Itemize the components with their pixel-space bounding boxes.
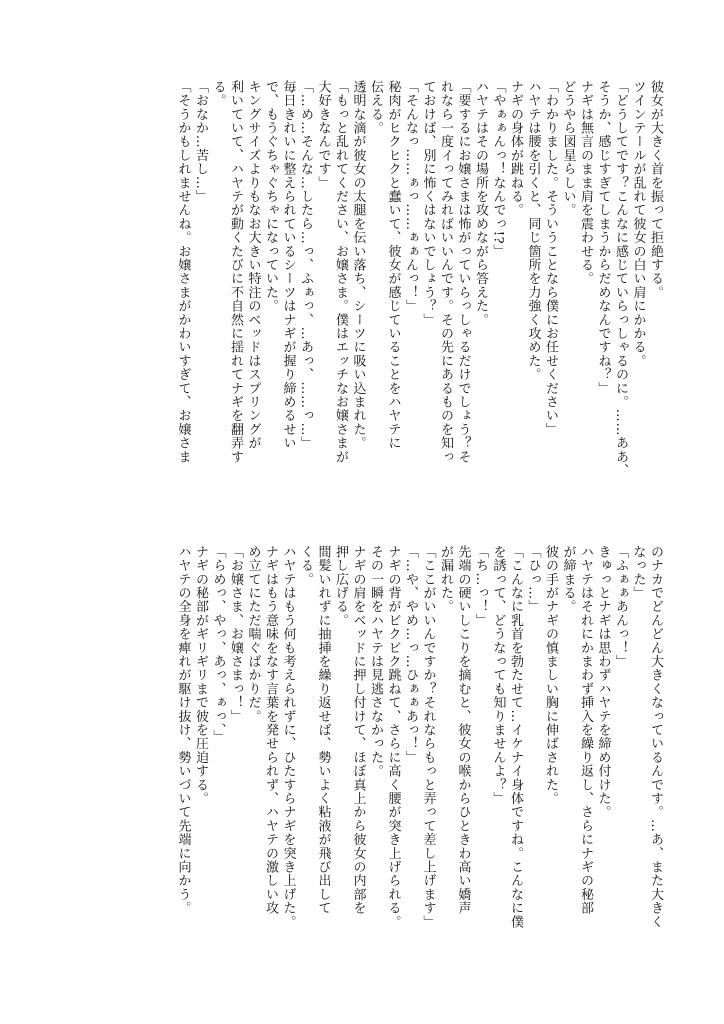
text-line: を誘って、どうなっても知りませんよ？」 [490,545,506,806]
text-line: 「そんなっ……ぁっ……ぁぁんっ！」 [403,80,418,313]
text-line: 「もっと乱れてください、お嬢さま。僕はエッチなお嬢さまが [333,80,348,464]
text-line: その一瞬をハヤテは見逃さなかった。 [368,545,383,778]
text-line: 「ち…っ！」 [473,545,488,628]
text-line: 「…め…そんな…したら…っ、ふぁっ、…あっ、……っ…」 [298,80,313,450]
text-line: る。 [210,80,226,108]
text-line: で、もうぐちゃぐちゃになっていた。 [263,80,278,313]
text-line: くる。 [298,545,313,587]
text-line: 伝える。 [368,80,383,135]
text-line: ハヤテは腰を引くと、同じ箇所を力強く攻めた。 [525,80,541,382]
text-line: ナギの身体が跳ねる。 [508,80,523,217]
text-line: 大好きなんです」 [315,80,331,190]
text-line: きゅっとナギは思わずハヤテを締め付けた。 [595,545,611,819]
text-line: どうやら図星らしい。 [560,80,576,217]
text-line: れなら一度イってみればいいんです。その先にあるものを知っ [438,80,453,464]
text-line: 「おなか…苦し…」 [193,80,208,204]
text-line: 「らめっ、やっ、あっ、ぁっ、」 [210,545,226,744]
text-line: ツインテールが乱れて彼女の白い肩にかかる。 [630,80,646,368]
text-line: ナギの肩をベッドに押し付けて、ほぼ真上から彼女の内部を [350,545,366,915]
text-line: 秘肉がヒクヒクと蠢いて、彼女が感じていることをハヤテに [385,80,401,450]
upper-text-block [54,80,664,500]
text-line: 「要するにお嬢さまは怖がっていらっしゃるだけでしょう？そ [455,80,471,464]
text-line: 毎日きれいに整えられているシーツはナギが握り締めるせい [280,80,296,450]
text-line: 「ここがいいんですか？それならもっと弄って差し上げます」 [420,545,436,929]
text-line: が漏れた。 [438,545,453,614]
text-line: のナカでどんどん大きくなっているんです。…あ、また大きく [648,545,663,929]
lower-text-block [54,545,664,965]
text-line: が締まる。 [560,545,576,614]
text-line: 「やぁぁんっ！なんでっ!?」 [490,80,506,258]
text-line: 押し広げる。 [333,545,348,628]
text-line: キングサイズよりもなお大きい特注のベッドはスプリングが [245,80,261,450]
text-line: 「ひっ…」 [525,545,541,614]
text-line: そうか、感じすぎてしまうからだめなんですね？」 [595,80,611,396]
text-line: 「わかりました。そういうことなら僕にお任せください」 [543,80,558,437]
text-line: 彼の手がナギの慎ましい胸に伸ばされた。 [543,545,558,806]
text-line: なった」 [630,545,646,600]
text-line: 利いていて、ハヤテが動くたびに不自然に揺れてナギを翻弄す [228,80,243,464]
text-line: ナギはもう意味をなす言葉を発せられず、ハヤテの激しい攻 [263,545,278,915]
text-line: 先端の硬いしこりを摘むと、彼女の喉からひときわ高い嬌声 [455,545,471,915]
text-line: 「どうしてです？こんなに感じていらっしゃるのに。……ああ、 [613,80,628,478]
text-line: 「ふぁぁあんっ！」 [613,545,628,669]
text-line: ハヤテはそれにかまわず挿入を繰り返し、さらにナギの秘部 [578,545,593,915]
text-line: ハヤテの全身を痺れが駆け抜け、勢いづいて先端に向かう。 [175,545,191,915]
text-line: 「…や、やめ…っ…ひぁぁあっ！」 [403,545,418,765]
text-line: 透明な滴が彼女の太腿を伝い落ち、シーツに吸い込まれた。 [350,80,366,450]
text-line: 彼女が大きく首を振って拒絶する。 [648,80,663,300]
text-line: ナギは無言のまま肩を震わせる。 [578,80,593,286]
text-line: ハヤテはもう何も考えられずに、ひたすらナギを突き上げた。 [280,545,296,929]
text-line: ておけば、別に怖くはないでしょう？」 [420,80,436,327]
text-line: ハヤテはその場所を攻めながら答えた。 [473,80,488,327]
text-line: 「お嬢さま、お嬢さまっ！」 [228,545,243,724]
text-line: 「こんなに乳首を勃たせて…イケナイ身体ですね。こんなに僕 [508,545,523,929]
text-line: ナギの秘部がギリギリまで彼を圧迫する。 [193,545,208,806]
text-line: め立てにただ喘ぐばかりだ。 [245,545,261,724]
text-line: 「そうかもしれませんね。お嬢さまがかわいすぎて、お嬢さま [175,80,191,464]
text-line: 間髪いれずに抽挿を繰り返せば、勢いよく粘液が飛び出して [315,545,331,915]
text-line: ナギの背がビクビク跳ねて、さらに高く腰が突き上げられる。 [385,545,401,929]
